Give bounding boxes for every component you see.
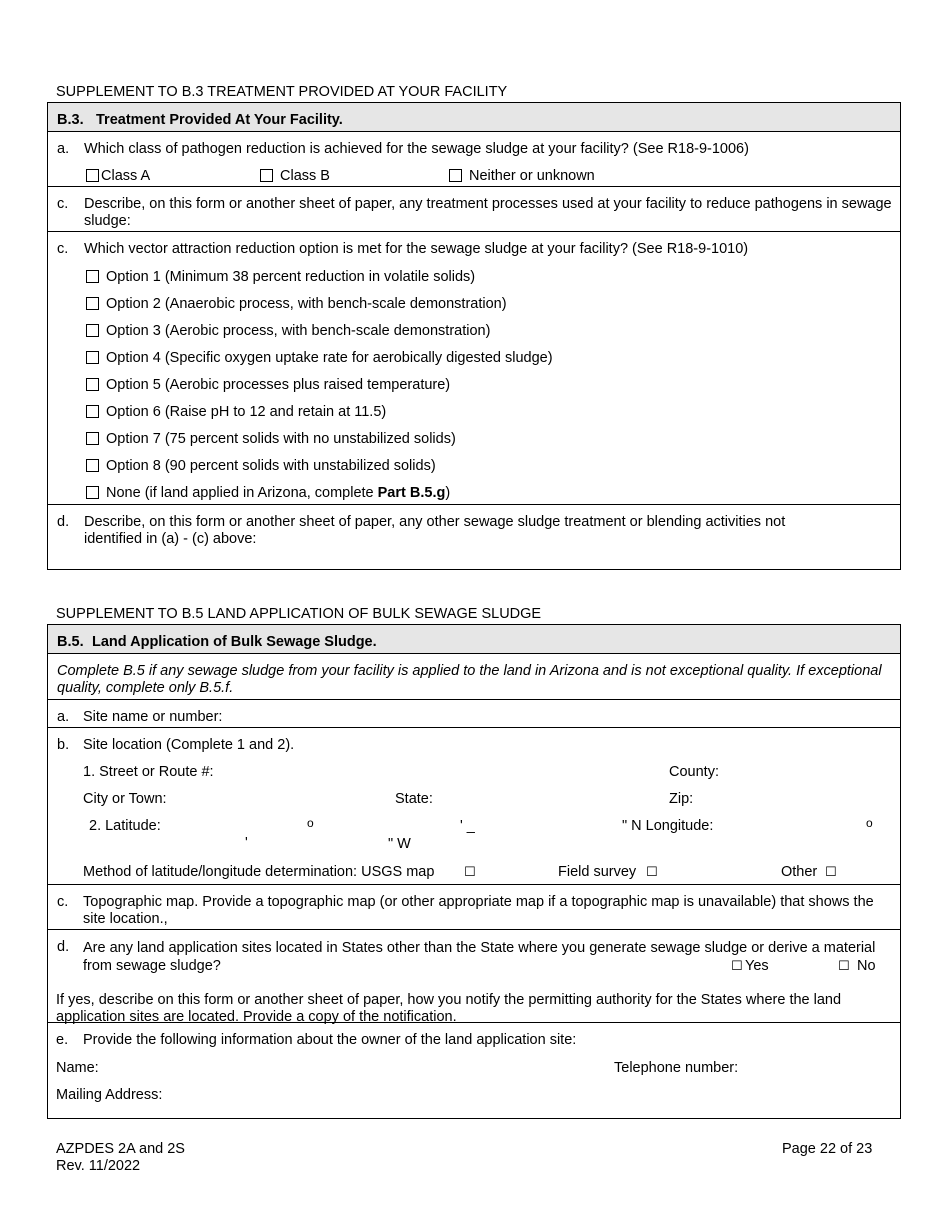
option-2-checkbox[interactable] <box>86 297 99 310</box>
field-survey-checkbox[interactable]: ☐ <box>646 865 658 880</box>
latitude-degree-mark: o <box>307 816 314 830</box>
option-2-label: Option 2 (Anaerobic process, with bench-scale demonstration) <box>106 296 507 312</box>
row-letter: a. <box>57 709 70 725</box>
b5-intro-text: Complete B.5 if any sewage sludge from your facility is applied to the land in Arizona and is not exceptional quality. If exceptional quality, complete only B.5.f. <box>57 663 882 696</box>
row-letter: d. <box>57 939 70 955</box>
none-label-suffix: ) <box>445 485 451 501</box>
usgs-map-checkbox[interactable]: ☐ <box>464 865 476 880</box>
county-label: County: <box>669 764 719 780</box>
city-label: City or Town: <box>83 791 167 807</box>
b5-row-c <box>48 884 900 929</box>
b5-row-a <box>48 699 900 727</box>
none-label-prefix: None (if land applied in Arizona, complete <box>106 485 378 501</box>
row-letter: c. <box>57 241 69 257</box>
option-1-checkbox[interactable] <box>86 270 99 283</box>
longitude-minute-mark: ' <box>245 835 248 851</box>
pathogen-class-question: Which class of pathogen reduction is achieved for the sewage sludge at your facility? (See R18-9-1006) <box>84 141 749 157</box>
option-7-checkbox[interactable] <box>86 432 99 445</box>
neither-label: Neither or unknown <box>469 168 595 184</box>
b5-intro-row <box>48 653 900 699</box>
option-3-checkbox[interactable] <box>86 324 99 337</box>
b5-section-title: SUPPLEMENT TO B.5 LAND APPLICATION OF BULK SEWAGE SLUDGE <box>56 606 542 622</box>
option-5-checkbox[interactable] <box>86 378 99 391</box>
other-states-question: Are any land application sites located in States other than the State where you generate sewage sludge or derive a material from sewage sludge? <box>83 940 876 974</box>
row-letter: a. <box>57 141 70 157</box>
b3-section-title: SUPPLEMENT TO B.3 TREATMENT PROVIDED AT YOUR FACILITY <box>56 84 508 100</box>
state-label: State: <box>395 791 433 807</box>
yes-label: Yes <box>745 958 769 974</box>
no-checkbox[interactable]: ☐ <box>838 959 850 974</box>
b3-header-number: B.3. <box>57 112 84 128</box>
b5-header-row <box>48 625 900 653</box>
owner-info-text: Provide the following information about the owner of the land application site: <box>83 1032 577 1048</box>
zip-label: Zip: <box>669 791 694 807</box>
other-treatment-text: Describe, on this form or another sheet of paper, any other sewage sludge treatment or blending activities not identified in (a) - (c) above: <box>84 514 786 547</box>
longitude-second-mark: " W <box>388 836 411 852</box>
b3-header-row <box>48 103 900 131</box>
b3-row-d <box>48 504 900 569</box>
option-none-label <box>106 485 450 502</box>
street-label: 1. Street or Route #: <box>83 764 214 780</box>
yes-checkbox[interactable]: ☐ <box>731 959 743 974</box>
treatment-processes-text: Describe, on this form or another sheet of paper, any treatment processes used at your facility to reduce pathogens in sewage sludge: <box>84 196 892 229</box>
b5-row-d <box>48 929 900 1025</box>
notification-instructions: If yes, describe on this form or another sheet of paper, how you notify the permitting authority for the States where the land application sites are located. Provide a copy of the notification. <box>56 992 842 1025</box>
other-checkbox[interactable]: ☐ <box>825 865 837 880</box>
row-letter: b. <box>57 737 70 753</box>
method-label: Method of latitude/longitude determination: USGS map <box>83 864 435 880</box>
site-location-label: Site location (Complete 1 and 2). <box>83 737 295 753</box>
class-a-label: Class A <box>101 168 151 184</box>
telephone-label: Telephone number: <box>614 1060 739 1076</box>
b5-header-text: Land Application of Bulk Sewage Sludge. <box>92 634 377 650</box>
b5-row-e <box>48 1022 900 1119</box>
site-name-label: Site name or number: <box>83 709 223 725</box>
vector-attraction-question: Which vector attraction reduction option is met for the sewage sludge at your facility? (See R18-9-1010) <box>84 241 749 257</box>
option-7-label: Option 7 (75 percent solids with no unstabilized solids) <box>106 431 456 447</box>
page-number: Page 22 of 23 <box>782 1141 873 1157</box>
neither-checkbox[interactable] <box>449 169 462 182</box>
part-b5g-ref: Part B.5.g <box>377 485 446 501</box>
row-letter: d. <box>57 514 70 530</box>
latitude-minute-mark: ' _ <box>460 818 475 834</box>
topographic-map-text: Topographic map. Provide a topographic map (or other appropriate map if a topographic map is unavailable) that shows the site location., <box>83 894 874 927</box>
b5-header-number: B.5. <box>57 634 84 650</box>
form-id: AZPDES 2A and 2S <box>56 1141 185 1157</box>
option-5-label: Option 5 (Aerobic processes plus raised temperature) <box>106 377 451 393</box>
b3-row-c-vector <box>48 231 900 504</box>
option-4-checkbox[interactable] <box>86 351 99 364</box>
row-letter: e. <box>56 1032 69 1048</box>
row-letter: c. <box>57 894 69 910</box>
latitude-second-mark: " N Longitude: <box>622 818 714 834</box>
option-1-label: Option 1 (Minimum 38 percent reduction in volatile solids) <box>106 269 476 285</box>
longitude-degree-mark: o <box>866 816 873 830</box>
class-a-checkbox[interactable] <box>86 169 99 182</box>
option-8-checkbox[interactable] <box>86 459 99 472</box>
b5-row-b <box>48 727 900 884</box>
owner-name-label: Name: <box>56 1060 99 1076</box>
field-survey-label: Field survey <box>558 864 637 880</box>
latitude-label: 2. Latitude: <box>89 818 161 834</box>
option-8-label: Option 8 (90 percent solids with unstabilized solids) <box>106 458 436 474</box>
option-6-checkbox[interactable] <box>86 405 99 418</box>
class-b-checkbox[interactable] <box>260 169 273 182</box>
other-label: Other <box>781 864 818 880</box>
option-6-label: Option 6 (Raise pH to 12 and retain at 11.5) <box>106 404 387 420</box>
class-b-label: Class B <box>280 168 330 184</box>
row-letter: c. <box>57 196 69 212</box>
b5-table <box>47 624 901 1119</box>
option-3-label: Option 3 (Aerobic process, with bench-scale demonstration) <box>106 323 491 339</box>
mailing-address-label: Mailing Address: <box>56 1087 163 1103</box>
option-none-checkbox[interactable] <box>86 486 99 499</box>
form-revision: Rev. 11/2022 <box>56 1158 141 1174</box>
b3-row-c-treatment <box>48 186 900 231</box>
b3-header-text: Treatment Provided At Your Facility. <box>96 112 343 128</box>
no-label: No <box>857 958 876 974</box>
option-4-label: Option 4 (Specific oxygen uptake rate for aerobically digested sludge) <box>106 350 553 366</box>
b3-table <box>47 102 901 570</box>
b3-row-a <box>48 131 900 186</box>
